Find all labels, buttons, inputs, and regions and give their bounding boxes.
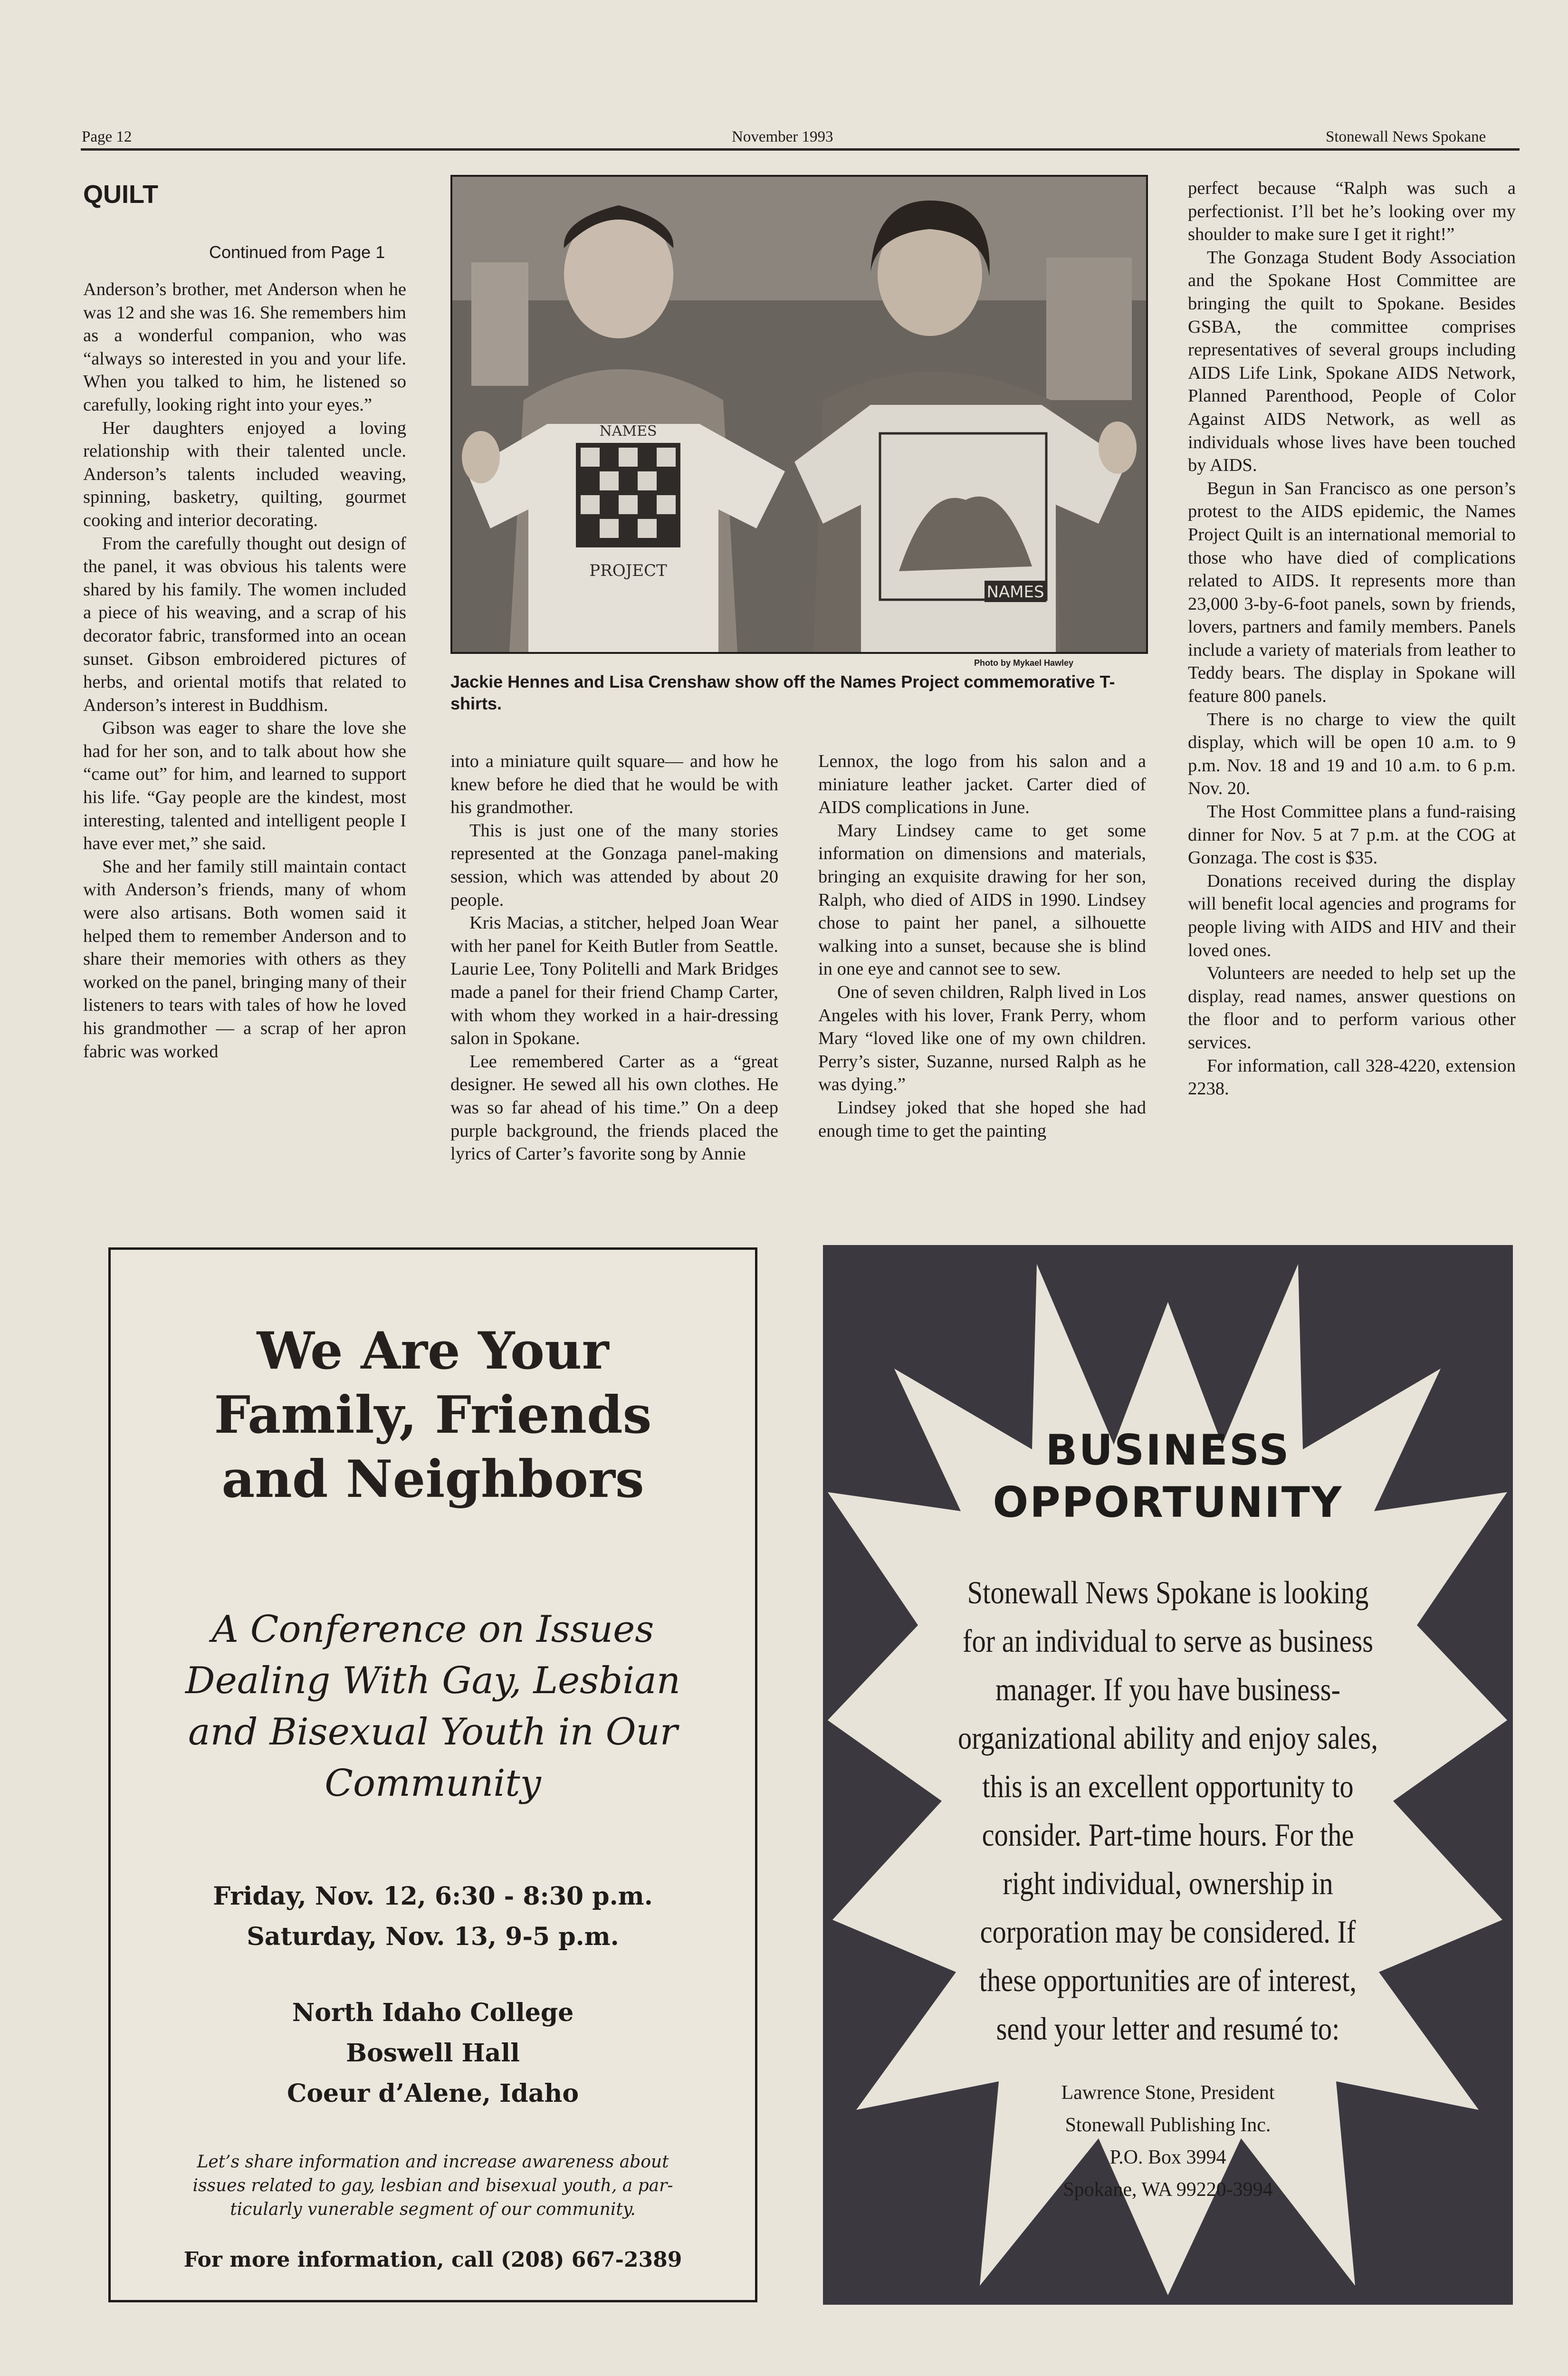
paper-name: Stonewall News Spokane	[1326, 128, 1486, 145]
paragraph: Mary Lindsey came to get some information on dimensions and materials, bringing an exquisite drawing for her son, Ralph, who died of AIDS in 1990. Lindsey chose to paint her panel, a silhouette walking into a sunset, because she is blind in one eye and cannot see to sew.	[818, 820, 1146, 979]
article-kicker: QUILT	[83, 180, 158, 209]
article-column-3	[818, 750, 1146, 1142]
paragraph: Gibson was eager to share the love she had for her son, and to talk about how she “came out” for him, and learned to support his life. “Gay people are the kindest, most interesting, talented and intelligent people I have ever met,” she said.	[83, 718, 406, 854]
paragraph: Donations received during the display will benefit local agencies and programs for people living with AIDS and HIV and their loved ones.	[1188, 871, 1516, 960]
paragraph: Lennox, the logo from his salon and a miniature leather jacket. Carter died of AIDS complications in June.	[818, 751, 1146, 818]
ad-title-line: We Are Your	[257, 1321, 609, 1381]
shirt-text-project: PROJECT	[589, 561, 667, 580]
paragraph: Volunteers are needed to help set up the display, read names, answer questions on the floor and to perform various other services.	[1188, 963, 1516, 1053]
ad-contact: For more information, call (208) 667-2389	[183, 2248, 682, 2272]
biz-body-line: manager. If you have business-	[995, 1671, 1340, 1707]
biz-body-line: Stonewall News Spokane is looking	[967, 1574, 1369, 1610]
biz-body-line: right individual, ownership in	[1003, 1865, 1333, 1901]
ad-subtitle-line: Community	[325, 1762, 541, 1805]
paragraph: There is no charge to view the quilt display, which will be open 10 a.m. to 9 p.m. Nov. 18 and 19 and 10 a.m. to 6 p.m. Nov. 20.	[1188, 709, 1516, 799]
paragraph: For information, call 328-4220, extension 2238.	[1188, 1055, 1516, 1099]
ad-tagline: ticularly vunerable segment of our community.	[230, 2200, 636, 2219]
biz-address-line: Stonewall Publishing Inc.	[1065, 2114, 1271, 2136]
page-number: Page 12	[82, 128, 132, 145]
continued-line: Continued from Page 1	[209, 242, 385, 262]
ad-date-line: Friday, Nov. 12, 6:30 - 8:30 p.m.	[213, 1882, 653, 1911]
ad-venue-line: North Idaho College	[292, 1998, 574, 2027]
ad-title-line: and Neighbors	[221, 1449, 644, 1509]
ad-subtitle-line: A Conference on Issues	[211, 1608, 654, 1651]
paragraph: Lindsey joked that she hoped she had enough time to get the painting	[818, 1097, 1146, 1141]
paragraph: She and her family still maintain contact with Anderson’s friends, many of whom were also artisans. Both women said it helped them to remember Anderson and to share their memories with others as they worked on the panel, bringing many of their listeners to tears with tales of how he loved his grandmother — a scrap of her apron fabric was worked	[83, 856, 406, 1062]
paragraph: One of seven children, Ralph lived in Los Angeles with his lover, Frank Perry, whom Mary “loved like one of my own children. Perry’s sister, Suzanne, nursed Ralph as he was dying.”	[818, 982, 1146, 1095]
ad-venue-line: Coeur d’Alene, Idaho	[287, 2079, 579, 2108]
biz-body-line: for an individual to serve as business	[962, 1623, 1374, 1659]
paragraph: The Host Committee plans a fund-raising dinner for Nov. 5 at 7 p.m. at the COG at Gonzaga. The cost is $35.	[1188, 802, 1516, 868]
biz-body-line: organizational ability and enjoy sales,	[958, 1720, 1378, 1756]
ad-title-line: Family, Friends	[214, 1385, 652, 1445]
biz-address-line: Lawrence Stone, President	[1061, 2082, 1275, 2104]
photo-illustration	[452, 177, 1146, 652]
biz-body-line: these opportunities are of interest,	[979, 1962, 1357, 1998]
biz-body-line: this is an excellent opportunity to	[982, 1768, 1354, 1804]
biz-body-line: send your letter and resumé to:	[996, 2011, 1340, 2047]
biz-body-line: corporation may be considered. If	[980, 1914, 1356, 1950]
biz-address-line: Spokane, WA 99220-3994	[1063, 2179, 1273, 2201]
paragraph: This is just one of the many stories represented at the Gonzaga panel-making session, which was attended by about 20 people.	[450, 820, 778, 910]
paragraph: Begun in San Francisco as one person’s protest to the AIDS epidemic, the Names Project Quilt is an international memorial to those who have died of complications related to AIDS. It represents more than 23,000 3-by-6-foot panels, sown by friends, lovers, partners and family members. Panels include a variety of materials from leather to Teddy bears. The display in Spokane will feature 800 panels.	[1188, 478, 1516, 707]
ad-venue-line: Boswell Hall	[346, 2039, 520, 2068]
article-column-2	[450, 750, 778, 1166]
photo-caption: Jackie Hennes and Lisa Crenshaw show off the Names Project commemorative T-shirts.	[450, 672, 1115, 713]
ad-tagline: issues related to gay, lesbian and bisexual youth, a par-	[192, 2176, 673, 2195]
article-column-1	[83, 278, 406, 1063]
business-ad	[823, 1245, 1513, 2305]
paragraph: Anderson’s brother, met Anderson when he was 12 and she was 16. She remembers him as a wonderful companion, who was “always so interested in you and your life. When you talked to him, he listened so carefully, looking right into your eyes.”	[83, 279, 406, 415]
paragraph: From the carefully thought out design of the panel, it was obvious his talents were shared by his family. The women included a piece of his weaving, and a scrap of his decorator fabric, transformed into an ocean sunset. Gibson embroidered pictures of herbs, and oriental motifs that related to Anderson’s interest in Buddhism.	[83, 533, 406, 715]
paragraph: perfect because “Ralph was such a perfectionist. I’ll bet he’s looking over my shoulder to make sure I get it right!”	[1188, 178, 1516, 245]
paragraph: Lee remembered Carter as a “great designer. He sewed all his own clothes. He was so far ahead of his time.” On a deep purple background, the friends placed the lyrics of Carter’s favorite song by Annie	[450, 1051, 778, 1164]
photo-credit: Photo by Mykael Hawley	[974, 658, 1074, 668]
conference-ad	[108, 1247, 757, 2302]
ad-subtitle-line: and Bisexual Youth in Our	[188, 1711, 678, 1753]
biz-address	[823, 2077, 1513, 2206]
paragraph: The Gonzaga Student Body Association and the Spokane Host Committee are bringing the quilt to Spokane. Besides GSBA, the committee comprises representatives of several groups including AIDS Life Link, Spokane AIDS Network, Planned Parenthood, People of Color Against AIDS Network, as well as individuals whose lives have been touched by AIDS.	[1188, 247, 1516, 476]
article-column-4	[1188, 177, 1516, 1101]
ad-subtitle-line: Dealing With Gay, Lesbian	[185, 1659, 680, 1702]
paragraph: Her daughters enjoyed a loving relationship with their talented uncle. Anderson’s talents included weaving, spinning, basketry, quilting, gourmet cooking and interior decorating.	[83, 418, 406, 530]
ad-date-line: Saturday, Nov. 13, 9-5 p.m.	[247, 1922, 619, 1951]
ad-tagline: Let’s share information and increase awareness about	[197, 2152, 669, 2172]
biz-body	[831, 1568, 1506, 2053]
paragraph: Kris Macias, a stitcher, helped Joan Wear with her panel for Keith Butler from Seattle. Laurie Lee, Tony Politelli and Mark Bridges made a panel for their friend Champ Carter, with whom they worked in a hair-dressing salon in Spokane.	[450, 913, 778, 1049]
paragraph: into a miniature quilt square— and how he knew before he died that he would be with his grandmother.	[450, 751, 778, 818]
biz-body-line: consider. Part-time hours. For the	[982, 1817, 1354, 1853]
shirt-text-names: NAMES	[599, 423, 657, 440]
biz-title-line: BUSINESS	[1045, 1426, 1291, 1475]
biz-address-line: P.O. Box 3994	[1109, 2146, 1226, 2168]
article-photo	[450, 175, 1148, 654]
shirt-text-names-right: NAMES	[986, 583, 1044, 602]
biz-title-line: OPPORTUNITY	[993, 1478, 1343, 1527]
header-rule	[81, 148, 1520, 151]
issue-date: November 1993	[732, 128, 833, 145]
